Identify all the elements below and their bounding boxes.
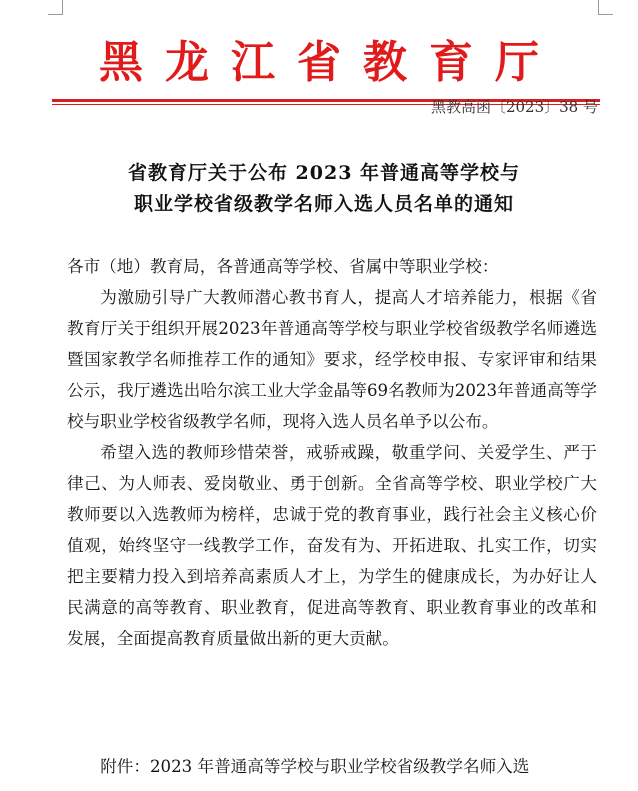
document-number: 黑教高函〔2023〕38 号 bbox=[430, 98, 598, 116]
document-body bbox=[67, 251, 597, 654]
notice-title-line-2: 职业学校省级教学名师入选人员名单的通知 bbox=[133, 193, 514, 215]
crop-mark-top-left bbox=[48, 0, 63, 15]
paragraph-1: 为激励引导广大教师潜心教书育人，提高人才培养能力，根据《省教育厅关于组织开展2023年普通高等学校与职业学校省级教学名师遴选暨国家教学名师推荐工作的通知》要求，经学校申报、专家评审和结果公示，我厅遴选出哈尔滨工业大学金晶等69名教师为2023年普通高等学校与职业学校省级教学名师，现将入选人员名单予以公布。 bbox=[67, 288, 597, 431]
attachment-line: 附件：2023 年普通高等学校与职业学校省级教学名师入选 bbox=[100, 757, 530, 776]
crop-mark-top-right bbox=[598, 0, 613, 15]
agency-letterhead-title: 黑龙江省教育厅 bbox=[99, 37, 561, 88]
salutation: 各市（地）教育局，各普通高等学校、省属中等职业学校： bbox=[67, 257, 499, 276]
notice-title bbox=[60, 158, 588, 220]
paragraph-2: 希望入选的教师珍惜荣誉，戒骄戒躁，敬重学问、关爱学生、严于律己、为人师表、爱岗敬业、勇于创新。全省高等学校、职业学校广大教师要以入选教师为榜样，忠诚于党的教育事业，践行社会主义核心价值观，始终坚守一线教学工作，奋发有为、开拓进取、扎实工作，切实把主要精力投入到培养高素质人才上，为学生的健康成长，为办好让人民满意的高等教育、职业教育，促进高等教育、职业教育事业的改革和发展，全面提高教育质量做出新的更大贡献。 bbox=[67, 443, 597, 648]
notice-title-line-1: 省教育厅关于公布 2023 年普通高等学校与 bbox=[127, 162, 521, 184]
